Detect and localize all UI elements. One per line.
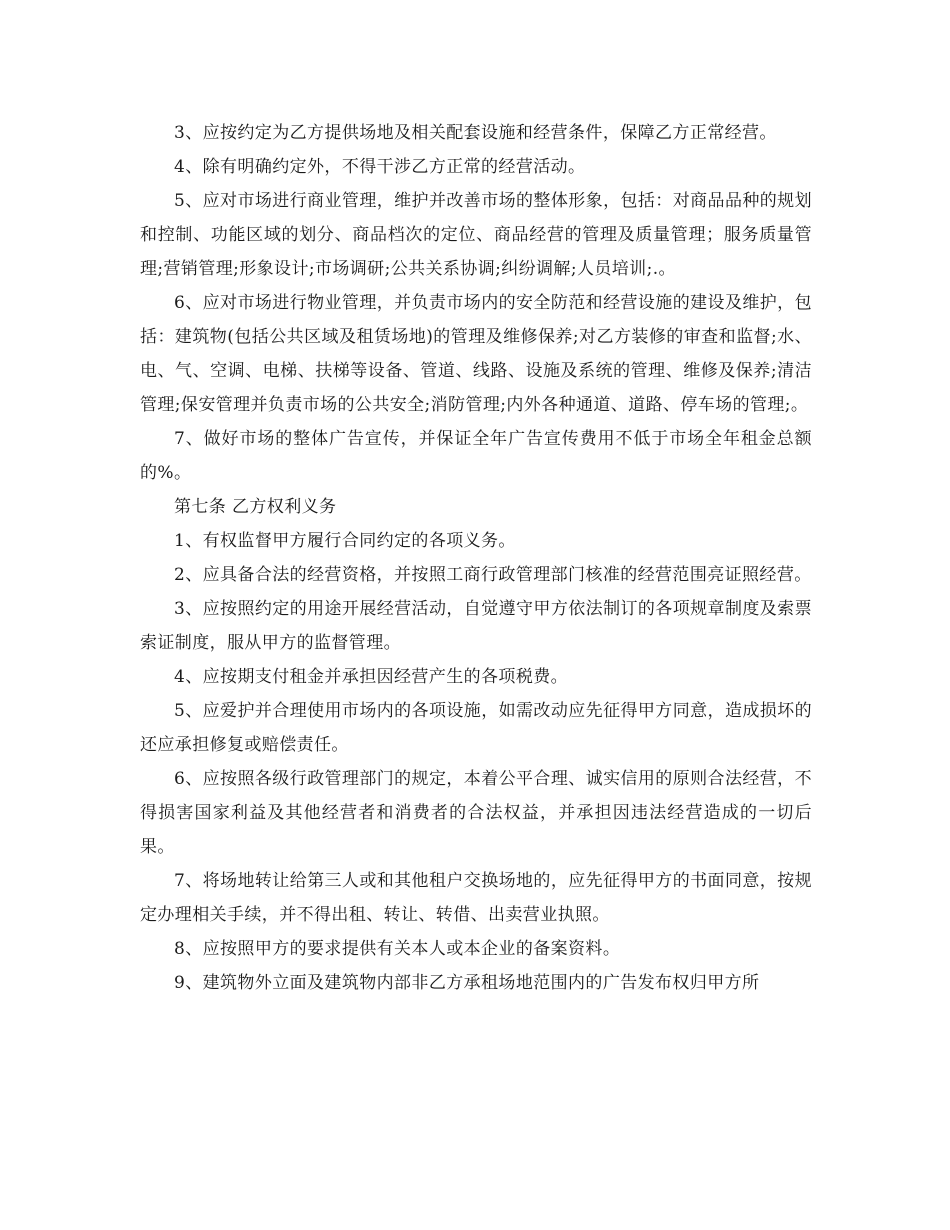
paragraph-clause-8-party-b: 8、应按照甲方的要求提供有关本人或本企业的备案资料。 bbox=[174, 939, 621, 959]
paragraph-clause-5-party-a: 5、应对市场进行商业管理，维护并改善市场的整体形象，包括：对商品品种的规划和控制、功能区域的划分、商品档次的定位、商品经营的管理及质量管理；服务质量管理;营销管理;形象设计;市场调研;公共关系协调;纠纷调解;人员培训;.。 bbox=[140, 191, 812, 279]
section-heading-article-7: 第七条 乙方权利义务 bbox=[174, 497, 337, 517]
paragraph-clause-3-party-b: 3、应按照约定的用途开展经营活动，自觉遵守甲方依法制订的各项规章制度及索票索证制度，服从甲方的监督管理。 bbox=[140, 599, 812, 653]
paragraph-clause-1-party-b: 1、有权监督甲方履行合同约定的各项义务。 bbox=[174, 531, 516, 551]
paragraph-clause-9-party-b: 9、建筑物外立面及建筑物内部非乙方承租场地范围内的广告发布权归甲方所 bbox=[174, 973, 760, 993]
paragraph-clause-5-party-b: 5、应爱护并合理使用市场内的各项设施，如需改动应先征得甲方同意，造成损坏的还应承担修复或赔偿责任。 bbox=[140, 701, 812, 755]
paragraph-clause-3-party-a: 3、应按约定为乙方提供场地及相关配套设施和经营条件，保障乙方正常经营。 bbox=[174, 123, 777, 143]
paragraph-clause-4-party-b: 4、应按期支付租金并承担因经营产生的各项税费。 bbox=[174, 667, 569, 687]
paragraph-clause-4-party-a: 4、除有明确约定外，不得干涉乙方正常的经营活动。 bbox=[174, 157, 586, 177]
paragraph-clause-7-party-a: 7、做好市场的整体广告宣传，并保证全年广告宣传费用不低于市场全年租金总额的%。 bbox=[140, 429, 812, 483]
document-body bbox=[140, 116, 812, 1000]
paragraph-clause-6-party-a: 6、应对市场进行物业管理，并负责市场内的安全防范和经营设施的建设及维护，包括：建筑物(包括公共区域及租赁场地)的管理及维修保养;对乙方装修的审查和监督;水、电、气、空调、电梯、扶梯等设备、管道、线路、设施及系统的管理、维修及保养;清洁管理;保安管理并负责市场的公共安全;消防管理;内外各种通道、道路、停车场的管理;。 bbox=[140, 293, 812, 415]
paragraph-clause-2-party-b: 2、应具备合法的经营资格，并按照工商行政管理部门核准的经营范围亮证照经营。 bbox=[174, 565, 812, 585]
paragraph-clause-7-party-b: 7、将场地转让给第三人或和其他租户交换场地的，应先征得甲方的书面同意，按规定办理相关手续，并不得出租、转让、转借、出卖营业执照。 bbox=[140, 871, 812, 925]
paragraph-clause-6-party-b: 6、应按照各级行政管理部门的规定，本着公平合理、诚实信用的原则合法经营，不得损害国家利益及其他经营者和消费者的合法权益，并承担因违法经营造成的一切后果。 bbox=[140, 769, 812, 857]
